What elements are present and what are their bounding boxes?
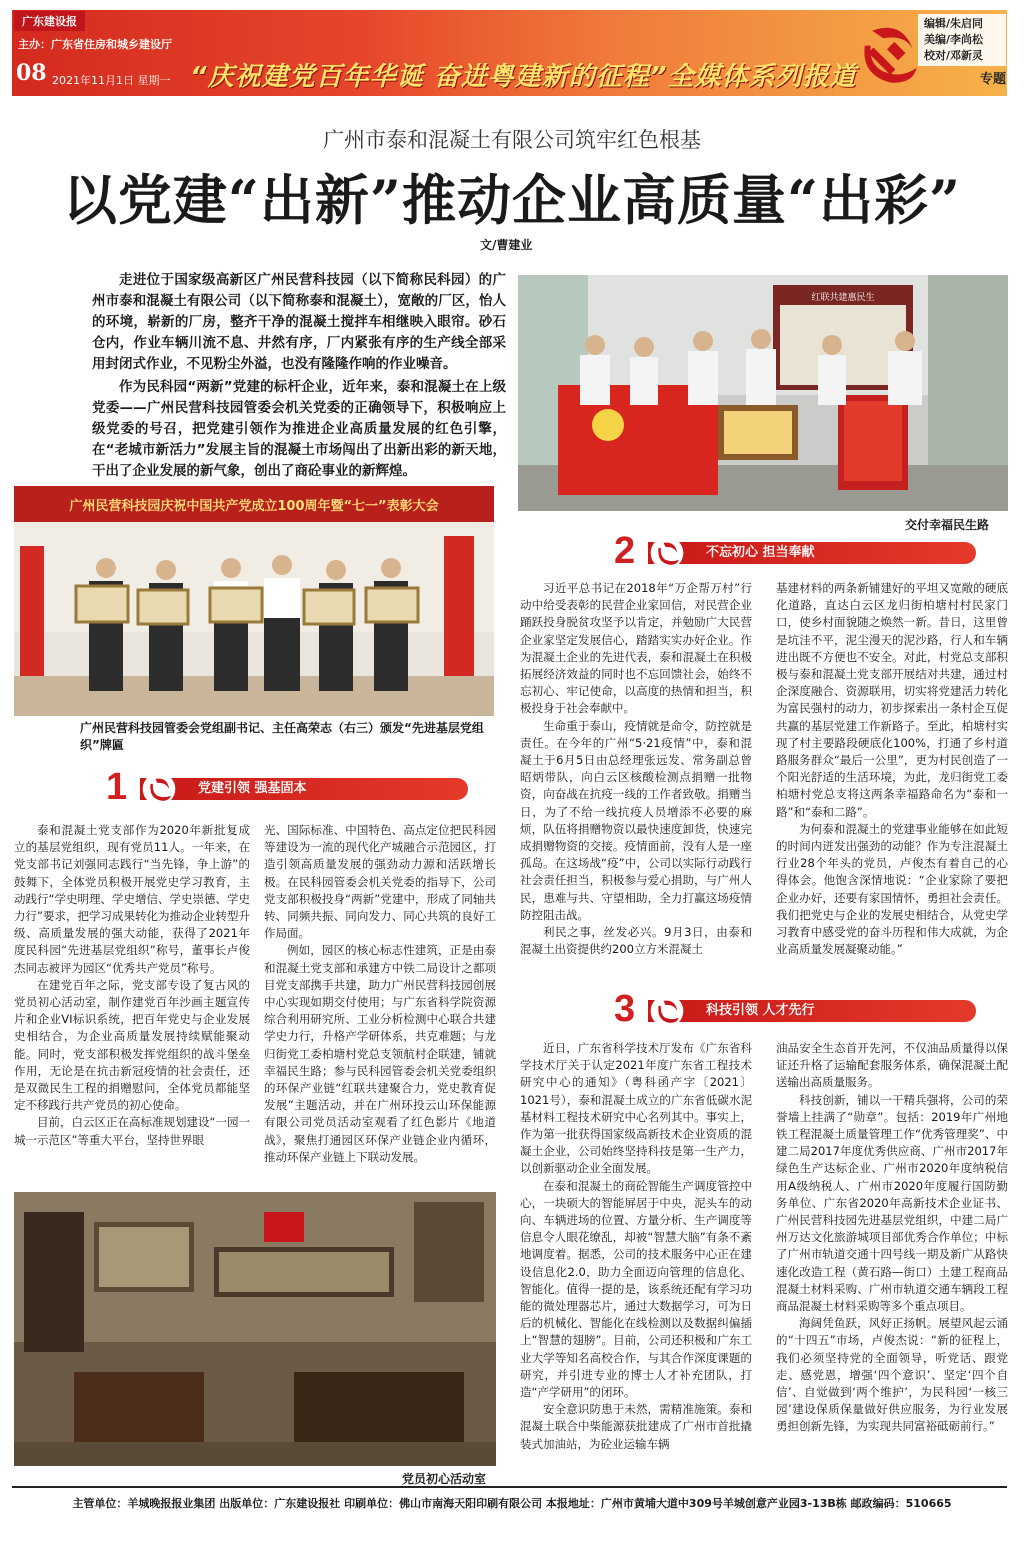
paragraph: 油品安全生态首开先河，不仅油品质量得以保证还升格了运输配套服务体系，确保混凝土配送输出高质量服务。	[776, 1041, 1008, 1090]
photo-handover-road	[518, 275, 1008, 511]
section-1-column-a	[14, 822, 250, 1149]
article-title: 以党建“出新”推动企业高质量“出彩”	[62, 168, 962, 232]
section-tag: 广东建设报	[14, 11, 85, 31]
paragraph: 安全意识防患于未然，需精准施策。泰和混凝土联合中柴能源获批建成了广州市首批撬装式加油站，为砼业运输车辆	[520, 1402, 752, 1451]
page-number: 08	[16, 60, 47, 86]
photo-caption-handover: 交付幸福民生路	[905, 518, 990, 532]
party-emblem-icon	[650, 994, 684, 1028]
section-2-number: 2	[614, 530, 636, 572]
paragraph: 泰和混凝土党支部作为2020年新批复成立的基层党组织，现有党员11人。一年来，在党支部书记刘强同志践行“当先锋，争上游”的鼓舞下，全体党员积极开展党史学习教育，主动践行“学史明理、学史增信、学史崇德、学史力行”要求，把学习成果转化为推动企业转型升级、高质量发展的强大动能，获得了2021年度民科园“先进基层党组织”称号，董事长卢俊杰同志被评为园区“优秀共产党员”称号。	[14, 823, 250, 975]
paragraph: 海阔凭鱼跃，风好正扬帆。展望风起云涌的“十四五”市场，卢俊杰说：“新的征程上，我们必须坚持党的全面领导，听党话、跟党走、感党恩，增强‘四个意识’、坚定‘四个自信’、自觉做到‘两个维护’，为民科园‘一核三园’建设保质保量做好供应服务，为行业发展勇担创新先锋，为实现共同富裕砥砺前行。”	[776, 1316, 1008, 1434]
photo-caption-activity: 党员初心活动室	[402, 1472, 487, 1486]
party-emblem-icon	[850, 16, 924, 90]
paragraph: 例如，园区的核心标志性建筑，正是由泰和混凝土党支部和承建方中铁二局设计之都项目党支部携手共建，助力广州民营科技园创展中心实现如期交付使用；与广东省科学院资源综合利用研究所、工业分析检测中心联合共建学史力行，升格产学研体系，共克难题；与龙归街党工委柏塘村党总支领航村企联建，铺就幸福民生路；参与民科园管委会机关党委组织的环保产业链“红联共建聚合力，党史教育促发展”主题活动，并在广州环投云山环保能源有限公司党员活动室观看了红色影片《地道战》，聚焦打通园区环保产业链企业内循环，推动环保产业链上下联动发展。	[264, 943, 496, 1164]
photo-award-ceremony	[14, 486, 494, 716]
proofreader-credit: 校对/邓新灵	[924, 49, 984, 62]
section-3-number: 3	[614, 988, 636, 1030]
paragraph: 在泰和混凝土的商砼智能生产调度管控中心，一块硕大的智能屏居于中央，泥头车的动向、车辆进场的位置、方量分析、生产调度等信息令人眼花缭乱，却被“智慧大脑”有条不紊地调度着。据悉，公司的技术服务中心正在建设信息化2.0，助力全面迈向管理的信息化、智能化。值得一提的是，该系统还配有学习功能的微处理器芯片，通过大数据学习，可为日后的机械化、智能化在线检测以及数据纠偏插上“智慧的翅膀”。目前，公司还积极和广东工业大学等知名高校合作，与其合作深度课题的研究，并引进专业的博士人才补充团队，打造“产学研用”的闭环。	[520, 1178, 752, 1400]
lead-paragraph: 走进位于国家级高新区广州民营科技园（以下简称民科园）的广州市泰和混凝土有限公司（以下简称泰和混凝土），宽敞的厂区，怡人的环境，崭新的厂房，整齐干净的混凝土搅拌车相继映入眼帘。砂石仓内，作业车辆川流不息、井然有序，厂内紧张有序的生产线全部采用封闭式作业，不见粉尘外溢，也没有隆隆作响的作业噪音。	[92, 272, 506, 372]
section-1-column-b	[264, 822, 496, 1166]
paragraph: 近日，广东省科学技术厅发布《广东省科学技术厅关于认定2021年度广东省工程技术研究中心的通知》（粤科函产字〔2021〕1021号），泰和混凝土成立的广东省低碳水泥基材料工程技术研究中心名列其中。事实上，作为第一批获得国家级高新技术企业资质的混凝土企业，公司始终坚持科技是第一生产力，以创新驱动企业全面发展。	[520, 1041, 752, 1176]
paragraph: 习近平总书记在2018年“万企帮万村”行动中给受表彰的民营企业家回信，对民营企业踊跃投身脱贫攻坚予以肯定，并勉励广大民营企业家坚定发展信心，踏踏实实办好企业。作为混凝土企业的先进代表，泰和混凝土在积极拓展经济效益的同时也不忘回馈社会，始终不忘初心、牢记使命，以高度的热情和担当，积极投身于社会奉献中。	[520, 581, 752, 716]
award-banner-text: 广州民营科技园庆祝中国共产党成立100周年暨“七一”表彰大会	[69, 499, 439, 514]
paragraph: 光、国际标准、中国特色、高点定位把民科园等建设为一流的现代化产城融合示范园区，打造引领高质量发展的强劲动力源和活跃增长极。在民科园管委会机关党委的指导下，公司党支部积极投身“两新”党建中，形成了同轴共转、同频共振、同向发力、同心共筑的良好工作局面。	[264, 823, 496, 941]
byline: 文/曹建业	[480, 238, 533, 252]
footer-divider	[12, 1486, 1007, 1488]
paragraph: 在建党百年之际，党支部专设了复古风的党员初心活动室，制作建党百年沙画主题宣传片和企业VI标识系统，把百年党史与企业发展史相结合，为企业高质量发展持续赋能聚动能。同时，党支部积极发挥党组织的战斗堡垒作用，无论是在抗击新冠疫情的社会责任，还是双微民生工程的捐赠慰问，全体党员都能坚定不移践行共产党员的初心使命。	[14, 977, 250, 1113]
section-3-title: 科技引领 人才先行	[648, 1000, 976, 1022]
paragraph: 科技创新，铺以一干精兵强将，公司的荣誉墙上挂满了“勋章”。包括：2019年广州地铁工程混凝土质量管理工作“优秀管理奖”、中建二局2017年度优秀供应商、广州市2017年绿色生产达标企业、广州市2020年度纳税信用A级纳税人、广州市2020年度履行国防勤务单位、广东省2020年高新技术企业证书、广州民营科技园先进基层党组织，中建二局广州万达文化旅游城项目部优秀合作单位；中标了广州市轨道交通十四号线一期及新广从路快速化改造工程（黄石路—街口）土建工程商品混凝土材料采购、广州市轨道交通车辆段工程商品混凝土材料采购等多个重点项目。	[776, 1092, 1008, 1314]
section-3-column-b	[776, 1040, 1008, 1436]
section-1-number: 1	[106, 766, 128, 808]
editor-credit: 编辑/朱启同	[924, 17, 984, 30]
paragraph: 目前，白云区正在高标准规划建设“一园一城一示范区”等重大平台，坚持世界眼	[14, 1115, 250, 1147]
party-emblem-icon	[650, 536, 684, 570]
sponsor-line: 主办：广东省住房和城乡建设厅	[18, 38, 172, 51]
issue-date: 2021年11月1日 星期一	[52, 74, 171, 87]
paragraph: 为何泰和混凝土的党建事业能够在如此短的时间内迸发出强劲的动能？作为专注混凝土行业28个年头的党员，卢俊杰有着自己的心得体会。他饱含深情地说：“企业家除了要把企业办好，还要有家国情怀，勇担社会责任。我们把党史与企业的发展史相结合，从党史学习教育中感受党的奋斗历程和伟大成就，为企业高质量发展凝聚动能。”	[776, 821, 1008, 957]
section-1-title: 党建引领 强基固本	[140, 778, 468, 800]
photo-caption-award: 广州民营科技园管委会党组副书记、主任高荣志（右三）颁发“先进基层党组织”牌匾	[80, 721, 484, 752]
section-2-column-b	[776, 580, 1008, 958]
party-emblem-icon	[142, 772, 176, 806]
lead-paragraph: 作为民科园“两新”党建的标杆企业，近年来，泰和混凝土在上级党委——广州民营科技园管委会机关党委的正确领导下，积极响应上级党委的号召，把党建引领作为推进企业高质量发展的红色引擎，在“老城市新活力”发展主旨的混凝土市场闯出了出新出彩的新天地，干出了企业发展的新气象，创出了商砼事业的新辉煌。	[92, 379, 506, 479]
paragraph: 利民之事，丝发必兴。9月3日，由泰和混凝土出资提供约200立方米混凝土	[520, 925, 752, 957]
editor-credits	[918, 14, 1006, 66]
section-2-title: 不忘初心 担当奉献	[648, 542, 976, 564]
notice-board-sign: 红联共建惠民生	[811, 293, 875, 303]
photo-activity-room	[14, 1192, 496, 1466]
paragraph: 基建材料的两条新铺建好的平坦又宽敞的硬底化道路，直达白云区龙归街柏塘村村民家门口，使乡村面貌随之焕然一新。昔日，这里曾是坑洼不平，泥尘漫天的泥沙路，行人和车辆进出既不方便也不安全。对此，村党总支部积极与泰和混凝土党支部开展结对共建，通过村企深度融合、资源联用，切实将党建活力转化为富民强村的动力，初步探索出一条村企互促共赢的基层党建工作新路子。至此，柏塘村实现了村主要路段硬底化100%，打通了乡村道路服务群众“最后一公里”，更为村民创造了一个阳光舒适的生活环境，为此，龙归街党工委柏塘村党总支将这两条幸福路命名为“泰和一路”和“泰和二路”。	[776, 581, 1008, 819]
campaign-slogan: “庆祝建党百年华诞 奋进粤建新的征程”全媒体系列报道	[190, 62, 857, 92]
designer-credit: 美编/李尚松	[924, 33, 984, 46]
article-subtitle: 广州市泰和混凝土有限公司筑牢红色根基	[323, 128, 701, 152]
lead-paragraphs	[92, 270, 506, 484]
footer-imprint: 主管单位：羊城晚报报业集团 出版单位：广东建设报社 印刷单位：佛山市南海天阳印刷有限公司 本报地址：广州市黄埔大道中309号羊城创意产业园3-13B栋 邮政编码：510665	[72, 1497, 952, 1510]
special-label: 专题	[979, 72, 1006, 87]
section-2-column-a	[520, 580, 752, 958]
paragraph: 生命重于泰山，疫情就是命令，防控就是责任。在今年的广州“5·21疫情”中，泰和混凝土于6月5日由总经理张远发、常务副总曾昭炳带队，向白云区核酸检测点捐赠一批物资，向奋战在抗疫一线的工作者致敬。捐赠当日，为了不给一线抗疫人员增添不必要的麻烦，队伍将捐赠物资以最快速度卸货，快速完成捐赠物资的交接。疫情面前，没有人是一座孤岛。在这场战“疫”中，公司以实际行动践行社会责任担当，积极参与爱心捐助，与广州人民，患难与共、守望相助，全力打赢这场疫情防控阻击战。	[520, 718, 752, 922]
section-3-column-a	[520, 1040, 752, 1453]
